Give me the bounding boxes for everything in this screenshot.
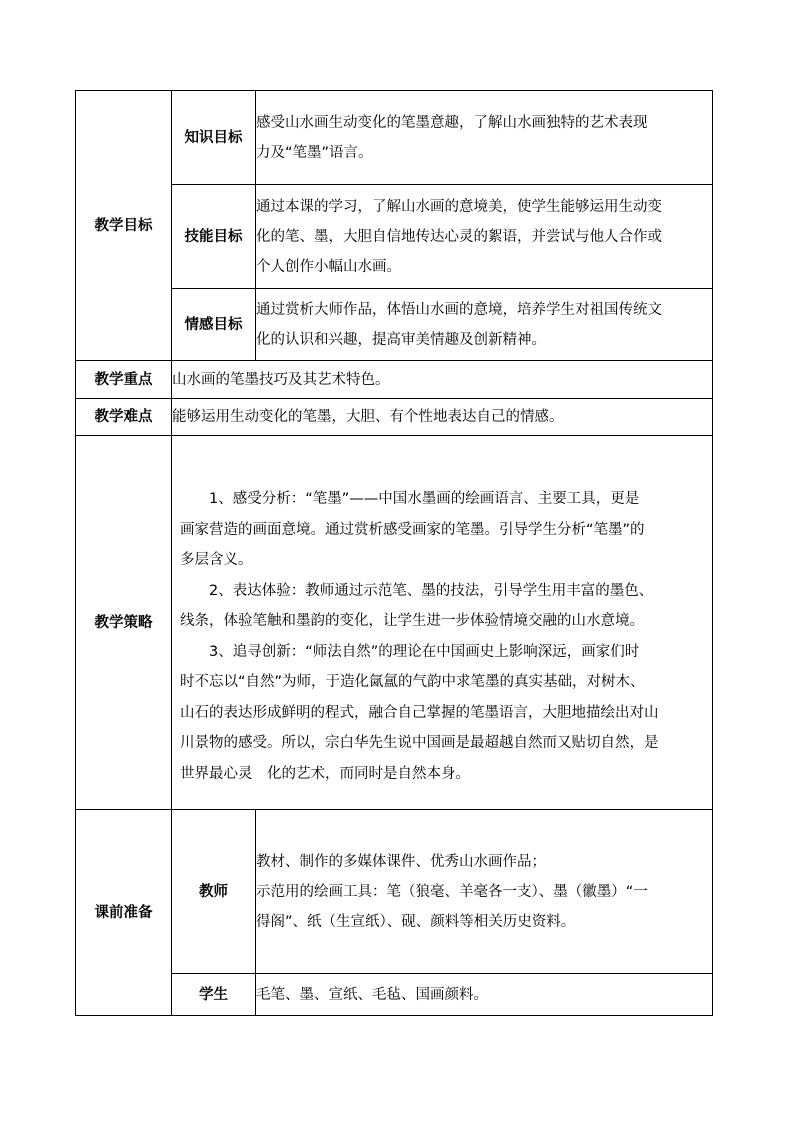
emotion-objective-label: 情感目标 [172,289,256,361]
skill-objective-label: 技能目标 [172,185,256,289]
strategy-paragraph-1 [180,484,704,576]
text-line: 感受山水画生动变化的笔墨意趣，了解山水画独特的艺术表现 [256,114,648,131]
key-point-heading: 教学重点 [76,361,172,399]
strategy-paragraph-3 [180,637,704,790]
strategy-row [76,436,713,810]
objectives-heading: 教学目标 [76,91,172,361]
knowledge-objective-text [256,91,713,185]
key-point-text: 山水画的笔墨技巧及其艺术特色。 [172,361,713,399]
text-line: 个人创作小幅山水画。 [256,258,401,275]
strategy-content [172,436,713,810]
text-line: 1、感受分析：“笔墨”——中国水墨画的绘画语言、主要工具，更是 [209,491,640,507]
teacher-prep-text [256,810,713,974]
text-line: 时不忘以“自然”为师，于造化氤氲的气韵中求笔墨的真实基础，对树木、 [180,674,645,690]
difficulty-heading: 教学难点 [76,399,172,436]
text-line: 通过赏析大师作品，体悟山水画的意境，培养学生对祖国传统文 [256,301,662,318]
skill-objective-text [256,185,713,289]
objective-row-knowledge [76,91,713,185]
lesson-plan-table [75,90,713,1016]
difficulty-text: 能够运用生动变化的笔墨，大胆、有个性地表达自己的情感。 [172,399,713,436]
text-line: 通过本课的学习，了解山水画的意境美，使学生能够运用生动变 [256,198,662,215]
teacher-label: 教师 [172,810,256,974]
strategy-paragraph-2 [180,576,704,637]
text-line: 示范用的绘画工具：笔（狼毫、羊毫各一支）、墨（徽墨）“一 [256,883,648,900]
text-line: 化的认识和兴趣，提高审美情趣及创新精神。 [256,331,546,348]
student-label: 学生 [172,974,256,1016]
text-line: 川景物的感受。所以，宗白华先生说中国画是最超越自然而又贴切自然，是 [180,735,659,751]
objective-row-skill [76,185,713,289]
preparation-heading: 课前准备 [76,810,172,1016]
text-line: 得阁”、纸（生宣纸）、砚、颜料等相关历史资料。 [256,913,576,930]
student-prep-text: 毛笔、墨、宣纸、毛毡、国画颜料。 [256,974,713,1016]
difficulty-row [76,399,713,436]
text-line: 多层含义。 [180,552,253,568]
objective-row-emotion [76,289,713,361]
text-line: 力及“笔墨”语言。 [256,144,373,161]
knowledge-objective-label: 知识目标 [172,91,256,185]
emotion-objective-text [256,289,713,361]
text-line: 3、追寻创新：“师法自然”的理论在中国画史上影响深远，画家们时 [209,643,640,660]
key-point-row [76,361,713,399]
text-line: 化的笔、墨，大胆自信地传达心灵的絮语，并尝试与他人合作或 [256,228,662,245]
text-line: 山石的表达形成鲜明的程式，融合自己掌握的笔墨语言，大胆地描绘出对山 [180,704,659,721]
text-line: 世界最心灵 化的艺术，而同时是自然本身。 [180,765,470,782]
text-line: 教材、制作的多媒体课件、优秀山水画作品； [256,853,546,870]
text-line: 画家营造的画面意境。通过赏析感受画家的笔墨。引导学生分析“笔墨”的 [180,521,645,538]
text-line: 线条，体验笔触和墨韵的变化，让学生进一步体验情境交融的山水意境。 [180,613,644,629]
prep-row-teacher [76,810,713,974]
strategy-heading: 教学策略 [76,436,172,810]
prep-row-student [76,974,713,1016]
text-line: 2、表达体验：教师通过示范笔、墨的技法，引导学生用丰富的墨色、 [209,582,654,599]
